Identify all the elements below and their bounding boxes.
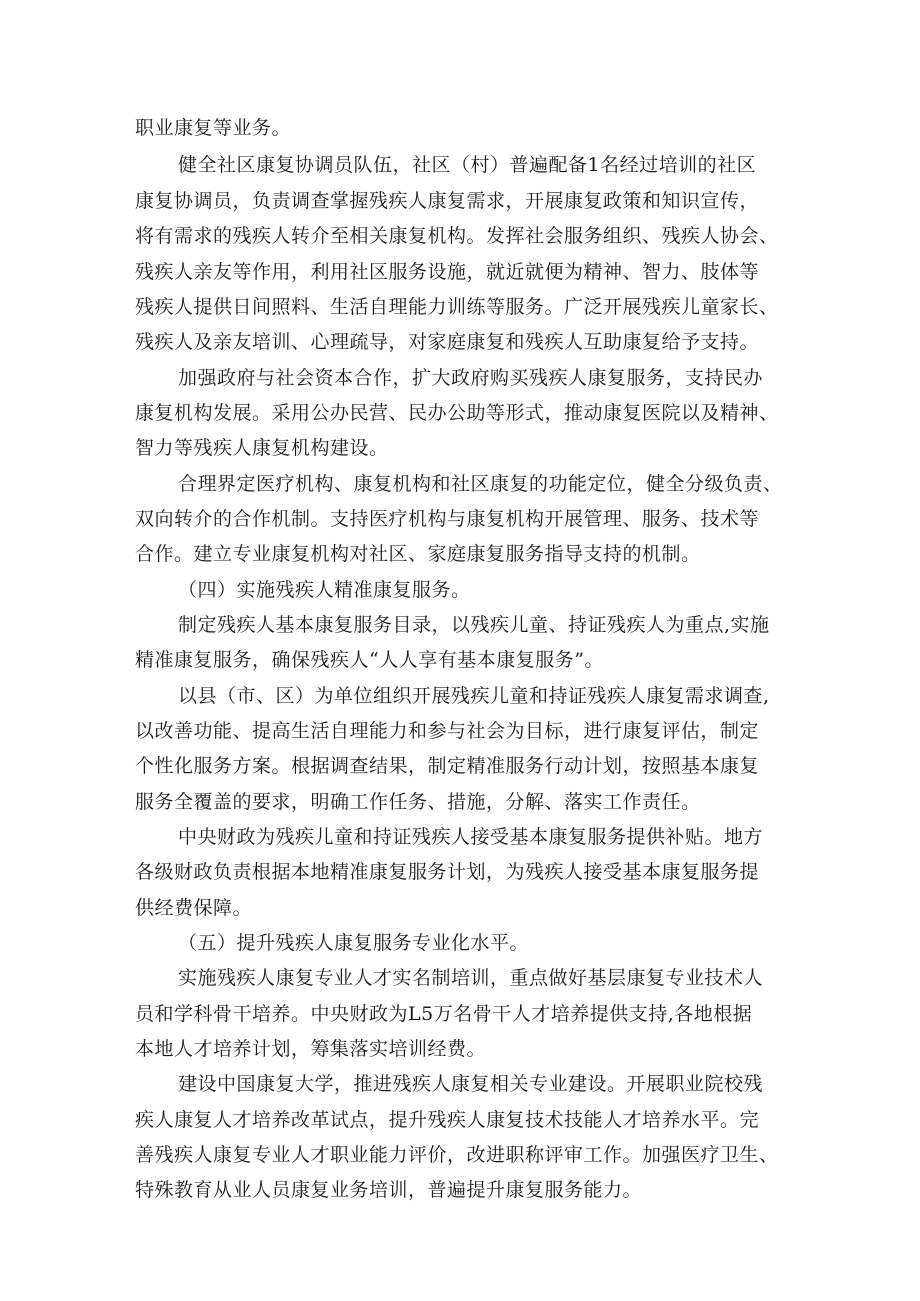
text-line: 双向转介的合作机制。支持医疗机构与康复机构开展管理、服务、技术等 (135, 508, 760, 530)
text-line: 善残疾人康复专业人才职业能力评价，改进职称评审工作。加强医疗卫生、 (135, 1144, 779, 1166)
section-heading: （四）实施残疾人精准康复服务。 (178, 579, 471, 601)
text-line: 职业康复等业务。 (135, 117, 292, 139)
text-line: 各级财政负责根据本地精准康复服务计划，为残疾人接受基本康复服务提 (135, 861, 760, 883)
text-line: 残疾人提供日间照料、生活自理能力训练等服务。广泛开展残疾儿童家长、 (135, 296, 779, 318)
text-line: 特殊教育从业人员康复业务培训，普遍提升康复服务能力。 (135, 1179, 643, 1201)
text-line: 实施残疾人康复专业人才实名制培训，重点做好基层康复专业技术人 (178, 967, 764, 989)
text-line: 残疾人亲友等作用，利用社区服务设施，就近就便为精神、智力、肢体等 (135, 261, 760, 283)
text-line: 本地人才培养计划，筹集落实培训经费。 (135, 1038, 487, 1060)
text-line: 以改善功能、提高生活自理能力和参与社会为目标，进行康复评估，制定 (135, 720, 760, 742)
text-line: 康复机构发展。采用公办民营、民办公助等形式，推动康复医院以及精神、 (135, 402, 779, 424)
text-line: 员和学科骨干培养。中央财政为L5万名骨干人才培养提供支持,各地根据 (135, 1003, 753, 1025)
text-line: 残疾人及亲友培训、心理疏导，对家庭康复和残疾人互助康复给予支持。 (135, 331, 760, 353)
text-line: 建设中国康复大学，推进残疾人康复相关专业建设。开展职业院校残 (178, 1073, 764, 1095)
text-line: 个性化服务方案。根据调查结果，制定精准服务行动计划，按照基本康复 (135, 755, 760, 777)
text-line: 智力等残疾人康复机构建设。 (135, 437, 389, 459)
text-line: 加强政府与社会资本合作，扩大政府购买残疾人康复服务，支持民办 (178, 367, 764, 389)
text-line: 中央财政为残疾儿童和持证残疾人接受基本康复服务提供补贴。地方 (178, 826, 764, 848)
section-heading: （五）提升残疾人康复服务专业化水平。 (178, 932, 530, 954)
text-line: 康复协调员，负责调查掌握残疾人康复需求，开展康复政策和知识宣传， (135, 190, 760, 212)
text-line: 将有需求的残疾人转介至相关康复机构。发挥社会服务组织、残疾人协会、 (135, 225, 779, 247)
text-line: 精准康复服务，确保残疾人“人人享有基本康复服务”。 (135, 649, 604, 671)
text-line: 合作。建立专业康复机构对社区、家庭康复服务指导支持的机制。 (135, 543, 701, 565)
text-line: 制定残疾人基本康复服务目录，以残疾儿童、持证残疾人为重点,实施 (178, 614, 770, 636)
text-line: 以县（市、区）为单位组织开展残疾儿童和持证残疾人康复需求调查, (178, 685, 770, 707)
text-line: 健全社区康复协调员队伍，社区（村）普遍配备1名经过培训的社区 (178, 154, 757, 176)
text-line: 合理界定医疗机构、康复机构和社区康复的功能定位，健全分级负责、 (178, 473, 783, 495)
text-line: 供经费保障。 (135, 897, 253, 919)
text-line: 疾人康复人才培养改革试点，提升残疾人康复技术技能人才培养水平。完 (135, 1109, 760, 1131)
text-line: 服务全覆盖的要求，明确工作任务、措施，分解、落实工作责任。 (135, 791, 701, 813)
